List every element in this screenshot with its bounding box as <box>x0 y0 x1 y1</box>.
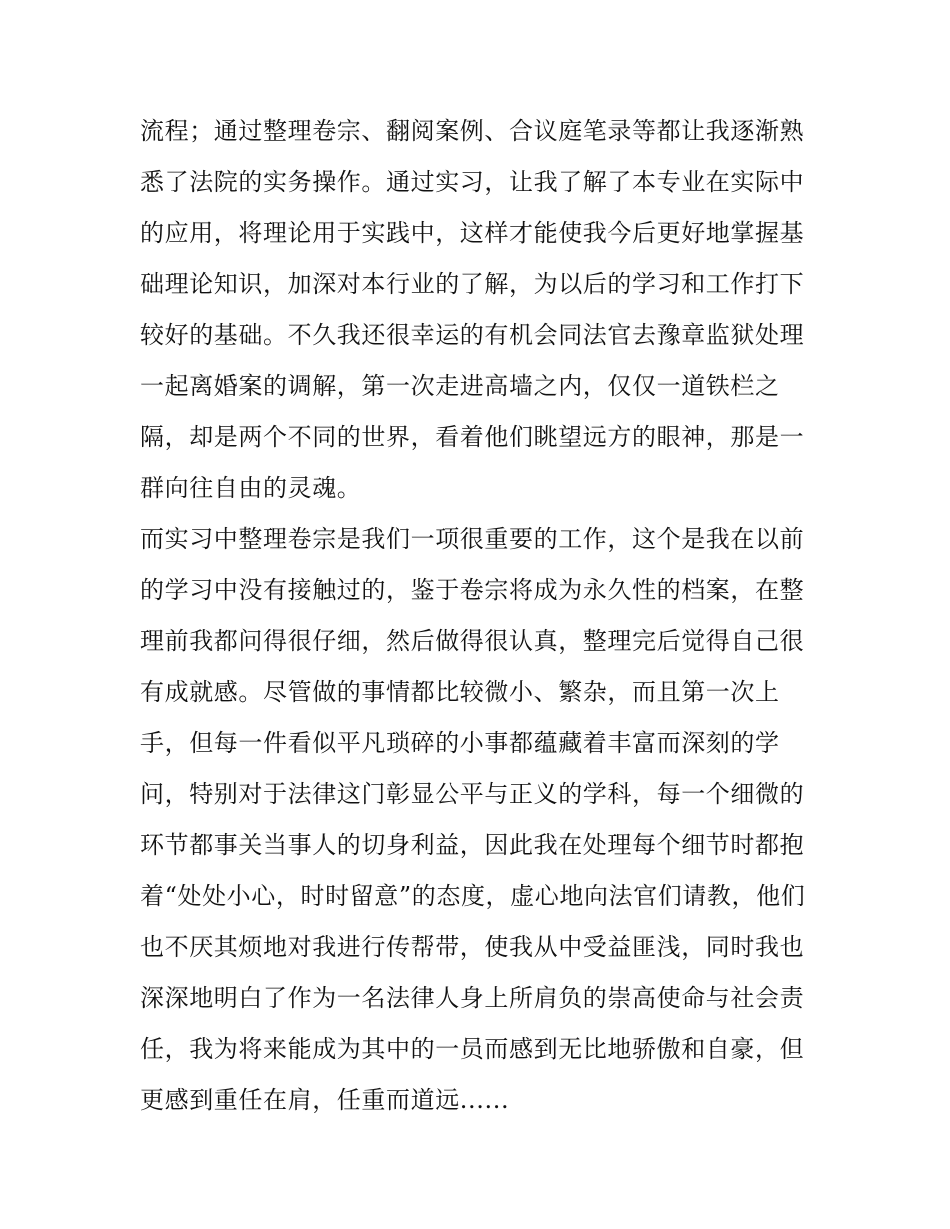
text-line: 有成就感。尽管做的事情都比较微小、繁杂，而且第一次上 <box>140 678 780 706</box>
text-line: 的应用，将理论用于实践中，这样才能使我今后更好地掌握基 <box>140 219 805 247</box>
text-line: 群向往自由的灵魂。 <box>140 474 362 502</box>
text-line: 也不厌其烦地对我进行传帮带，使我从中受益匪浅，同时我也 <box>140 933 805 961</box>
text-line: 较好的基础。不久我还很幸运的有机会同法官去豫章监狱处理 <box>140 321 805 349</box>
text-line: 悉了法院的实务操作。通过实习，让我了解了本专业在实际中 <box>140 168 805 196</box>
text-line: 一起离婚案的调解，第一次走进高墙之内，仅仅一道铁栏之 <box>140 372 780 400</box>
text-line: 环节都事关当事人的切身利益，因此我在处理每个细节时都抱 <box>140 831 805 859</box>
text-line: 着“处处小心，时时留意”的态度，虚心地向法官们请教，他们 <box>140 882 806 910</box>
text-line: 更感到重任在肩，任重而道远...... <box>140 1086 510 1114</box>
text-line: 流程；通过整理卷宗、翻阅案例、合议庭笔录等都让我逐渐熟 <box>140 117 805 145</box>
text-line: 隔，却是两个不同的世界，看着他们眺望远方的眼神，那是一 <box>140 423 805 451</box>
body-text <box>140 106 820 1126</box>
text-line: 的学习中没有接触过的，鉴于卷宗将成为永久性的档案，在整 <box>140 576 805 604</box>
text-line: 础理论知识，加深对本行业的了解，为以后的学习和工作打下 <box>140 270 805 298</box>
text-line: 深深地明白了作为一名法律人身上所肩负的崇高使命与社会责 <box>140 984 805 1012</box>
text-line: 问，特别对于法律这门彰显公平与正义的学科，每一个细微的 <box>140 780 805 808</box>
text-line: 理前我都问得很仔细，然后做得很认真，整理完后觉得自己很 <box>140 627 805 655</box>
text-line: 而实习中整理卷宗是我们一项很重要的工作，这个是我在以前 <box>140 525 805 553</box>
text-line: 手，但每一件看似平凡琐碎的小事都蕴藏着丰富而深刻的学 <box>140 729 780 757</box>
text-line: 任，我为将来能成为其中的一员而感到无比地骄傲和自豪，但 <box>140 1035 805 1063</box>
